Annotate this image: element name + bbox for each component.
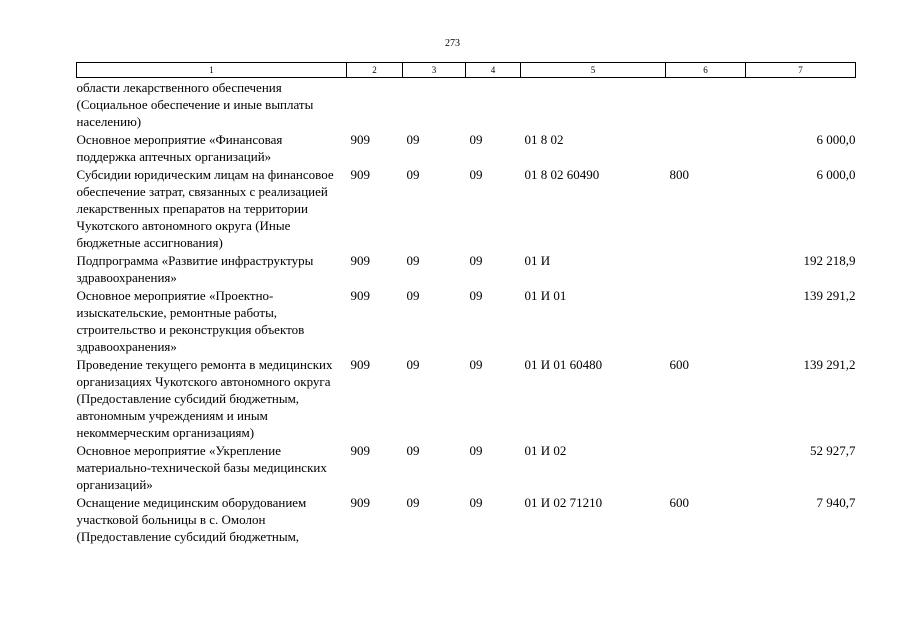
table-row xyxy=(77,441,856,493)
expense-type-code xyxy=(666,441,746,493)
target-article-code xyxy=(521,78,666,131)
expense-type-code: 600 xyxy=(669,495,689,510)
amount xyxy=(746,78,856,131)
amount: 139 291,2 xyxy=(803,357,856,372)
table-row xyxy=(77,251,856,286)
ministry-code xyxy=(347,78,403,131)
expense-type-code xyxy=(666,130,746,165)
section-code: 09 xyxy=(406,357,420,372)
section-code: 09 xyxy=(406,167,420,182)
amount: 6 000,0 xyxy=(816,132,856,147)
subsection-code: 09 xyxy=(469,167,483,182)
ministry-code: 909 xyxy=(350,443,370,458)
column-header: 1 xyxy=(77,63,347,78)
table-row xyxy=(77,130,856,165)
amount: 52 927,7 xyxy=(810,443,856,458)
table-row xyxy=(77,355,856,441)
expense-type-code xyxy=(666,251,746,286)
expense-type-code: 800 xyxy=(669,167,689,182)
subsection-code: 09 xyxy=(469,443,483,458)
row-name: Субсидии юридическим лицам на финансовое обеспечение затрат, связанных с реализацией лекарственных препаратов на территории Чукотского автономного округа (Иные бюджетные ассигнования) xyxy=(76,167,334,250)
target-article-code: 01 И 02 xyxy=(524,443,567,458)
amount: 6 000,0 xyxy=(816,167,856,182)
column-header: 6 xyxy=(666,63,746,78)
target-article-code: 01 И xyxy=(524,253,551,268)
section-code: 09 xyxy=(406,495,420,510)
target-article-code: 01 8 02 xyxy=(524,132,564,147)
column-number-header xyxy=(77,63,856,78)
subsection-code: 09 xyxy=(469,253,483,268)
target-article-code: 01 И 02 71210 xyxy=(524,495,603,510)
column-header: 4 xyxy=(466,63,521,78)
row-name: Основное мероприятие «Финансовая поддержка аптечных организаций» xyxy=(76,132,283,164)
expense-type-code xyxy=(666,78,746,131)
row-name: Основное мероприятие «Проектно-изыскательские, ремонтные работы, строительство и реконструкция объектов здравоохранения» xyxy=(76,288,305,354)
expense-type-code xyxy=(666,286,746,355)
subsection-code: 09 xyxy=(469,357,483,372)
ministry-code: 909 xyxy=(350,167,370,182)
section-code: 09 xyxy=(406,253,420,268)
ministry-code: 909 xyxy=(350,288,370,303)
target-article-code: 01 И 01 60480 xyxy=(524,357,603,372)
ministry-code: 909 xyxy=(350,357,370,372)
table-row xyxy=(77,493,856,545)
row-name: области лекарственного обеспечения (Социальное обеспечение и иные выплаты населению) xyxy=(76,80,314,129)
section-code: 09 xyxy=(406,132,420,147)
section-code: 09 xyxy=(406,288,420,303)
subsection-code: 09 xyxy=(469,132,483,147)
expense-type-code: 600 xyxy=(669,357,689,372)
column-header: 7 xyxy=(746,63,856,78)
table-row xyxy=(77,286,856,355)
table-row xyxy=(77,78,856,131)
target-article-code: 01 8 02 60490 xyxy=(524,167,600,182)
section-code xyxy=(403,78,466,131)
row-name: Подпрограмма «Развитие инфраструктуры здравоохранения» xyxy=(76,253,314,285)
ministry-code: 909 xyxy=(350,132,370,147)
column-header: 3 xyxy=(403,63,466,78)
table-row xyxy=(77,165,856,251)
budget-table xyxy=(76,62,856,545)
subsection-code xyxy=(466,78,521,131)
section-code: 09 xyxy=(406,443,420,458)
column-header: 2 xyxy=(347,63,403,78)
subsection-code: 09 xyxy=(469,288,483,303)
page-number: 273 xyxy=(445,38,460,49)
amount: 7 940,7 xyxy=(816,495,856,510)
ministry-code: 909 xyxy=(350,495,370,510)
row-name: Проведение текущего ремонта в медицинских организациях Чукотского автономного округа (Предоставление субсидий бюджетным, автономным учреждениям и иным некоммерческим организациям) xyxy=(76,357,333,440)
amount: 139 291,2 xyxy=(803,288,856,303)
row-name: Основное мероприятие «Укрепление материально-технической базы медицинских организаций» xyxy=(76,443,327,492)
subsection-code: 09 xyxy=(469,495,483,510)
ministry-code: 909 xyxy=(350,253,370,268)
row-name: Оснащение медицинским оборудованием участковой больницы в с. Омолон (Предоставление субсидий бюджетным, xyxy=(76,495,307,544)
target-article-code: 01 И 01 xyxy=(524,288,567,303)
column-header: 5 xyxy=(521,63,666,78)
amount: 192 218,9 xyxy=(803,253,856,268)
